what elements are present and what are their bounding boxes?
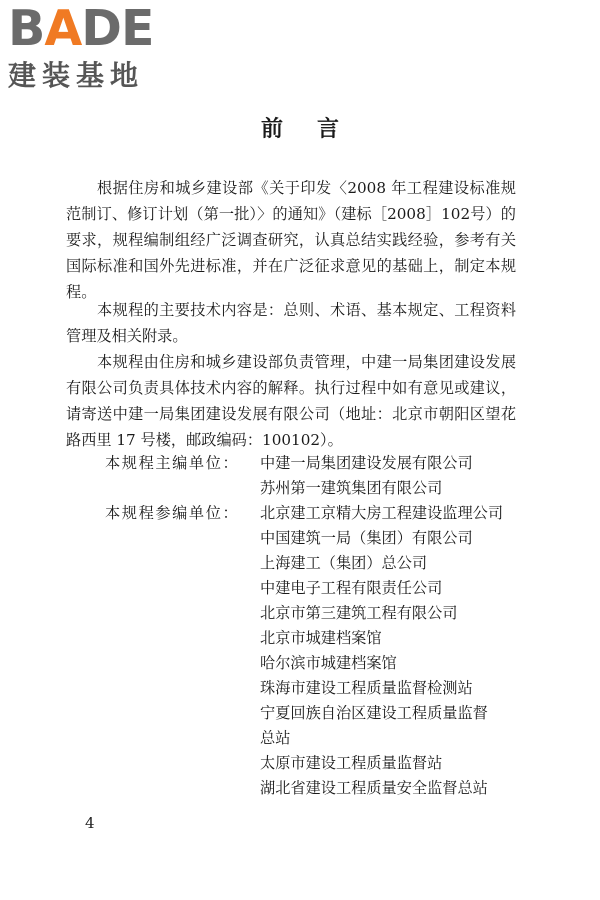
unit-item: 宁夏回族自治区建设工程质量监督 [260, 704, 488, 722]
logo-letters-de: DE [81, 0, 154, 57]
unit-item: 珠海市建设工程质量监督检测站 [260, 679, 473, 697]
participating-units-list [260, 501, 525, 801]
participating-units-label: 本规程参编单位： [105, 504, 240, 522]
brand-logo [8, 0, 178, 92]
paragraph: 本规程的主要技术内容是：总则、术语、基本规定、工程资料管理及相关附录。 [66, 301, 516, 345]
participating-units-row [105, 501, 525, 801]
unit-item: 北京市第三建筑工程有限公司 [260, 604, 458, 622]
paragraph-block-3 [66, 349, 516, 453]
unit-item: 哈尔滨市城建档案馆 [260, 654, 397, 672]
paragraph-block-2 [66, 297, 516, 349]
unit-item: 上海建工（集团）总公司 [260, 554, 428, 572]
chief-units-row [105, 451, 525, 501]
unit-item: 湖北省建设工程质量安全监督总站 [260, 779, 488, 797]
paragraph: 本规程由住房和城乡建设部负责管理，中建一局集团建设发展有限公司负责具体技术内容的解释。执行过程中如有意见或建议，请寄送中建一局集团建设发展有限公司（地址：北京市朝阳区望花路西里 17 号楼，邮政编码：100102）。 [66, 353, 516, 449]
logo-letter-a: A [44, 0, 82, 57]
chief-units-list [260, 451, 525, 501]
unit-item: 中建一局集团建设发展有限公司 [260, 454, 473, 472]
unit-item: 中国建筑一局（集团）有限公司 [260, 529, 473, 547]
unit-item: 北京建工京精大房工程建设监理公司 [260, 504, 503, 522]
page-title: 前言 [260, 117, 373, 142]
units-section [105, 451, 525, 801]
unit-item: 北京市城建档案馆 [260, 629, 382, 647]
paragraph-block-1 [66, 175, 516, 305]
page-number: 4 [85, 814, 95, 832]
chief-units-label: 本规程主编单位： [105, 454, 240, 472]
logo-subtitle: 建装基地 [8, 59, 145, 92]
paragraph: 根据住房和城乡建设部《关于印发〈2008 年工程建设标准规范制订、修订计划（第一批）〉的通知》（建标［2008］102号）的要求，规程编制组经广泛调查研究，认真总结实践经验，参考有关国际标准和国外先进标准，并在广泛征求意见的基础上，制定本规程。 [66, 179, 516, 301]
logo-letter-b: B [8, 0, 45, 57]
unit-item: 太原市建设工程质量监督站 [260, 754, 443, 772]
unit-item: 苏州第一建筑集团有限公司 [260, 479, 443, 497]
unit-item: 中建电子工程有限责任公司 [260, 579, 443, 597]
unit-item: 总站 [260, 729, 291, 747]
logo-wordmark [8, 0, 178, 57]
